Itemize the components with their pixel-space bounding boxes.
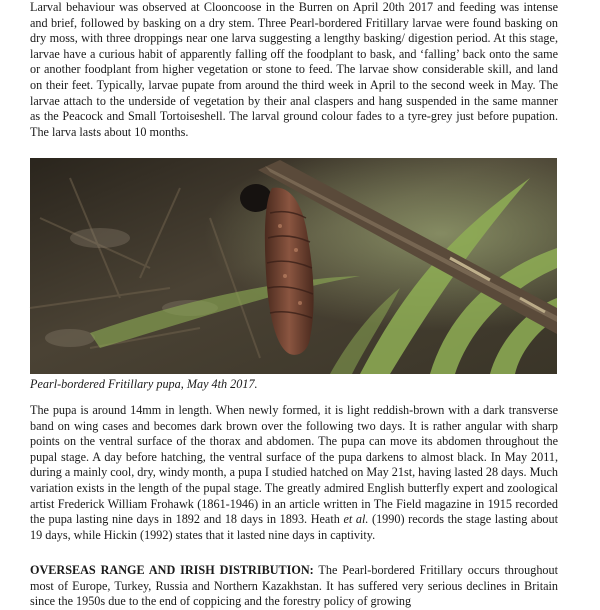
pupa-text-1: The pupa is around 14mm in length. When newly formed, it is light reddish-brown with a dark transverse band on wing cases and becomes dark brown over the following two days. It is rather angular with sharp points on the ventral surface of the thorax and abdomen. The pupa can move its abdomen throughout the pupal stage. A day before hatching, the ventral surface of the pupa darkens to almost black. In May 2011, during a mainly cool, dry, windy month, a pupa I studied hatched on May 21st, having lasted 28 days. Much variation exists in the length of the pupal stage. The greatly admired English butterfly expert and zoological artist Frederick William Frohawk (1861-1946) in an article written in The Field magazine in 1915 recorded the pupa lasting nine days in 1892 and 18 days in 1893. Heath <box>30 403 558 527</box>
range-heading: OVERSEAS RANGE AND IRISH DISTRIBUTION: <box>30 563 314 577</box>
range-paragraph <box>30 563 558 610</box>
pupa-text-et-al: et al. <box>343 512 369 527</box>
pupa-photo-illustration <box>30 158 557 374</box>
pupa-paragraph <box>30 403 558 543</box>
range-text: The Pearl-bordered Fritillary occurs throughout most of Europe, Turkey, Russia and Northern Kazakhstan. It has suffered very serious declines in Britain since the 1950s due to the end of coppicing and the forestry policy of growing <box>30 563 558 609</box>
pupa-photo <box>30 158 557 374</box>
photo-caption: Pearl-bordered Fritillary pupa, May 4th 2017. <box>30 377 258 391</box>
intro-paragraph: Larval behaviour was observed at Clooncoose in the Burren on April 20th 2017 and feeding was intense and brief, followed by basking on a dry stem. Three Pearl-bordered Fritillary larvae were found basking on dry moss, with three droppings near one larva suggesting a lengthy basking/ digestion period. At this stage, larvae have a curious habit of apparently falling off the foodplant to bask, and ‘falling’ back onto the same or another foodplant from higher vegetation or stone to feed. The larvae show considerable skill, and land on their feet. Typically, larvae pupate from around the third week in April to the second week in May. The larvae attach to the underside of vegetation by their anal claspers and hang suspended in the same manner as the Peacock and Small Tortoiseshell. The larval ground colour fades to a tyre-grey just before pupation. The larva lasts about 10 months. <box>30 0 558 139</box>
pupa-text-2: (1990) records the stage lasting about 19 days, while Hickin (1992) states that it lasted nine days in captivity. <box>30 512 558 542</box>
